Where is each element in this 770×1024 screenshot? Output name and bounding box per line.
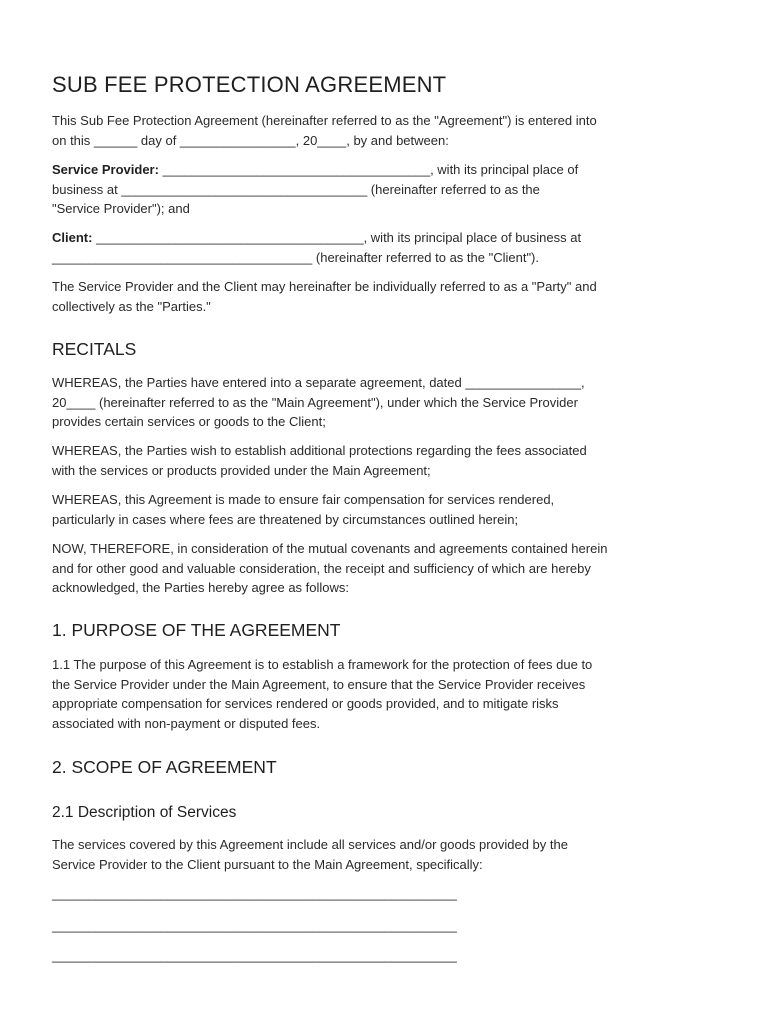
whereas-1-line-1: WHEREAS, the Parties have entered into a separate agreement, dated ________________,: [52, 375, 585, 390]
now-therefore-paragraph: [52, 539, 720, 598]
now-therefore-line-1: NOW, THEREFORE, in consideration of the mutual covenants and agreements contained herein: [52, 541, 608, 556]
now-therefore-line-2: and for other good and valuable consideration, the receipt and sufficiency of which are hereby: [52, 560, 591, 576]
client-line-2: ____________________________________ (hereinafter referred to as the "Client").: [52, 249, 539, 265]
section-1-paragraph: [52, 655, 720, 733]
section-1-line-4: associated with non-payment or disputed fees.: [52, 715, 321, 731]
service-provider-line-2: business at __________________________________ (hereinafter referred to as the: [52, 181, 540, 197]
whereas-1-line-2: 20____ (hereinafter referred to as the "Main Agreement"), under which the Service Provider: [52, 394, 578, 410]
section-1-heading: 1. PURPOSE OF THE AGREEMENT: [52, 620, 341, 640]
whereas-2-line-1: WHEREAS, the Parties wish to establish additional protections regarding the fees associated: [52, 443, 587, 458]
service-provider-line-3: "Service Provider"); and: [52, 201, 190, 216]
intro-paragraph: [52, 111, 720, 150]
document-title: SUB FEE PROTECTION AGREEMENT: [52, 72, 447, 97]
whereas-3-line-1: WHEREAS, this Agreement is made to ensure fair compensation for services rendered,: [52, 492, 555, 507]
whereas-3-paragraph: [52, 490, 720, 529]
services-blank-line-3: ________________________________________________________: [52, 948, 457, 963]
section-1-line-3: appropriate compensation for services rendered or goods provided, and to mitigate risks: [52, 696, 559, 711]
intro-line-2: on this ______ day of ________________, 20____, by and between:: [52, 132, 449, 148]
client-paragraph: [52, 228, 720, 267]
section-1-line-2: the Service Provider under the Main Agreement, to ensure that the Service Provider receives: [52, 676, 586, 692]
now-therefore-line-3: acknowledged, the Parties hereby agree as follows:: [52, 580, 350, 595]
service-provider-line-1: _____________________________________, with its principal place of: [158, 162, 579, 177]
section-2-1-paragraph: [52, 835, 720, 874]
whereas-1-paragraph: [52, 373, 720, 432]
client-line-1: _____________________________________, with its principal place of business at: [92, 230, 582, 245]
section-2-1-line-1: The services covered by this Agreement include all services and/or goods provided by the: [52, 837, 568, 852]
service-provider-paragraph: [52, 160, 720, 219]
whereas-1-line-3: provides certain services or goods to the Client;: [52, 414, 326, 429]
recitals-heading: RECITALS: [52, 339, 137, 359]
services-blank-line-1: ________________________________________________________: [52, 886, 457, 901]
services-blank-line-2: ________________________________________________________: [52, 918, 457, 933]
service-provider-label: Service Provider:: [52, 162, 159, 177]
parties-line-2: collectively as the "Parties.": [52, 298, 211, 314]
section-2-1-heading: 2.1 Description of Services: [52, 804, 237, 821]
parties-paragraph: [52, 277, 720, 316]
whereas-2-line-2: with the services or products provided under the Main Agreement;: [52, 462, 431, 478]
whereas-2-paragraph: [52, 441, 720, 480]
parties-line-1: The Service Provider and the Client may hereinafter be individually referred to as a "Party" and: [52, 279, 597, 294]
section-2-1-line-2: Service Provider to the Client pursuant to the Main Agreement, specifically:: [52, 856, 483, 872]
section-2-heading: 2. SCOPE OF AGREEMENT: [52, 757, 277, 777]
whereas-3-line-2: particularly in cases where fees are threatened by circumstances outlined herein;: [52, 511, 519, 527]
intro-line-1: This Sub Fee Protection Agreement (hereinafter referred to as the "Agreement") is entered into: [52, 113, 597, 128]
section-1-line-1: 1.1 The purpose of this Agreement is to establish a framework for the protection of fees due to: [52, 657, 593, 672]
client-label: Client:: [52, 230, 93, 245]
